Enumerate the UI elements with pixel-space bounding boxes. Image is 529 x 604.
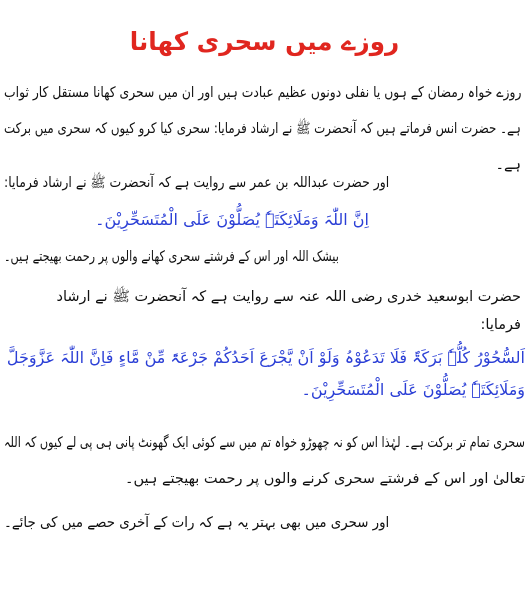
paragraph-3-intro-line-2: فرمایا:: [480, 317, 521, 333]
paragraph-5-line-1: اور سحری میں بھی بہتر یہ ہے کہ رات کے آخری حصے میں کی جائے۔: [3, 515, 389, 531]
paragraph-1-line-1: روزے خواہ رمضان کے ہوں یا نفلی دونوں عظیم عبادت ہیں اور ان میں سحری کھانا مستقل کار ثواب: [3, 85, 521, 101]
paragraph-3-arabic-line-1: اَلسُّحُوْرُ کُلُّہٗ بَرَکَۃٌ فَلَا تَدَعُوْہُ وَلَوْ اَنْ یَّجْرَعَ اَحَدُکُمْ جَرْعَۃً مِّنْ مَّاءٍ فَاِنَّ اللّٰہَ عَزَّوَجَلَّ: [6, 348, 525, 367]
paragraph-1-line-2: ہے۔ حضرت انس فرماتے ہیں کہ آنحضرت ﷺ نے ارشاد فرمایا: سحری کیا کرو کیوں کہ سحری میں برکت: [4, 121, 521, 137]
paragraph-4-line-2: تعالیٰ اور اس کے فرشتے سحری کرنے والوں پر رحمت بھیجتے ہیں۔: [124, 471, 525, 487]
paragraph-4-line-1: سحری تمام تر برکت ہے۔ لہٰذا اس کو نہ چھوڑو خواہ تم میں سے کوئی ایک گھونٹ پانی ہی پی لے کیوں کہ اللہ: [4, 435, 525, 451]
paragraph-3-intro-line-1: حضرت ابوسعید خدری رضی اللہ عنہ سے روایت ہے کہ آنحضرت ﷺ نے ارشاد: [56, 289, 521, 305]
paragraph-2-arabic-hadith: اِنَّ اللّٰہَ وَمَلَائِکَتَہٗ یُصَلُّوْنَ عَلَی الْمُتَسَحِّرِیْنَ۔: [95, 210, 369, 229]
paragraph-1-line-3: ہے۔: [495, 157, 521, 173]
paragraph-2-translation: بیشک اللہ اور اس کے فرشتے سحری کھانے والوں پر رحمت بھیجتے ہیں۔: [4, 249, 339, 265]
paragraph-3-arabic-line-2: وَمَلَائِکَتَہٗ یُصَلُّوْنَ عَلَی الْمُتَسَحِّرِیْنَ۔: [301, 380, 525, 399]
page-title: روزے میں سحری کھانا: [129, 27, 400, 56]
paragraph-2-intro: اور حضرت عبداللہ بن عمر سے روایت ہے کہ آنحضرت ﷺ نے ارشاد فرمایا:: [3, 175, 389, 191]
